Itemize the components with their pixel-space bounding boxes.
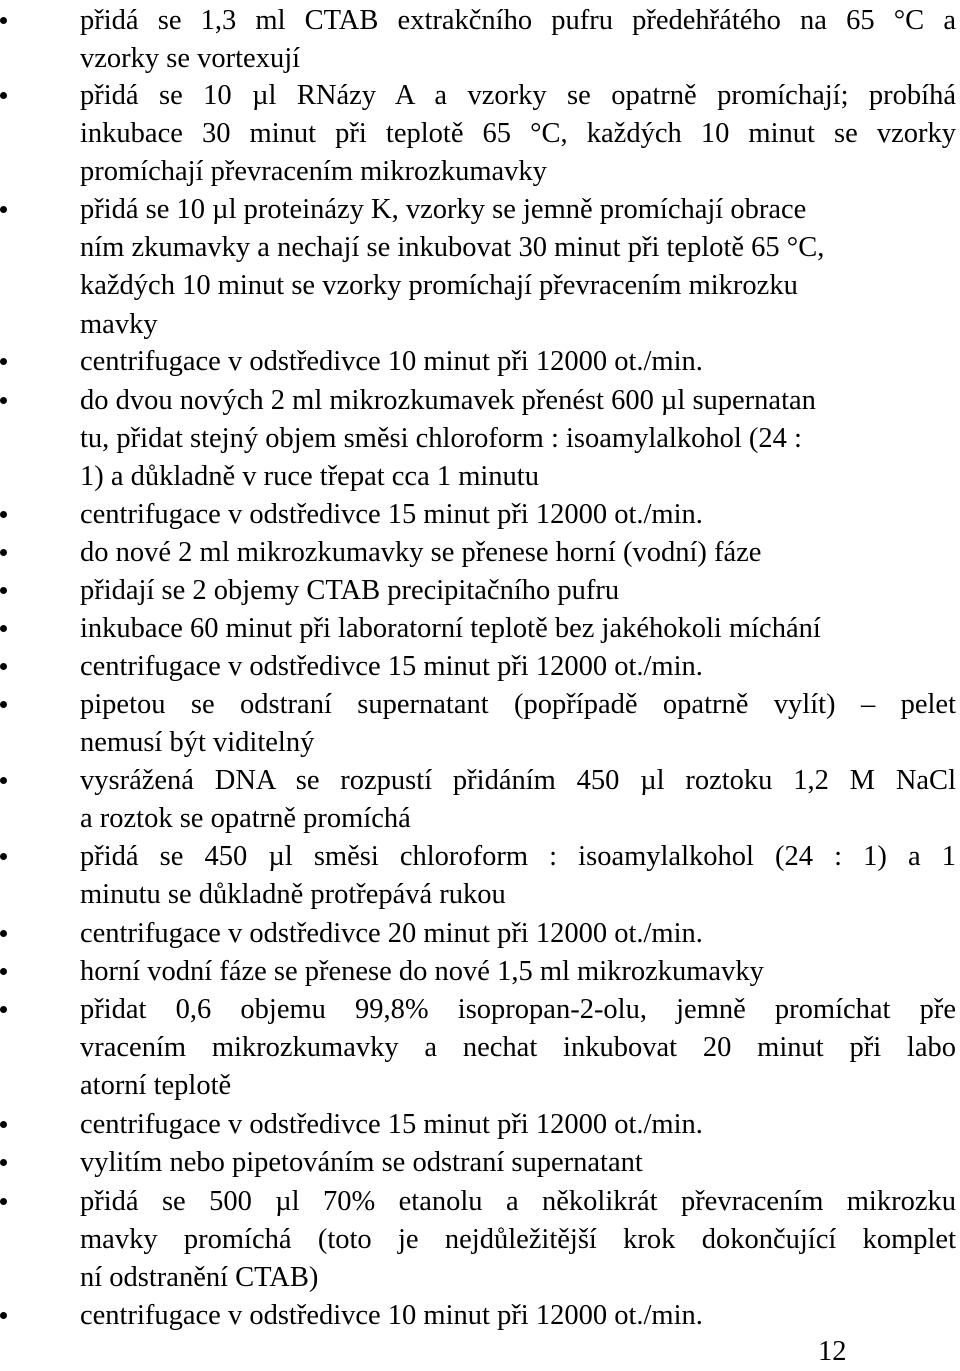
bullet-icon [0,701,7,708]
bullet-icon [0,17,7,24]
bullet-icon [0,397,7,404]
protocol-step [0,610,958,648]
protocol-step [0,77,958,192]
step-line: ním zkumavky a nechají se inkubovat 30 minut při teplotě 65 °C, [80,232,825,264]
step-line: 1) a důkladně v ruce třepat cca 1 minutu [80,461,539,493]
bullet-icon [0,968,7,975]
protocol-step [0,648,958,686]
bullet-icon [0,549,7,556]
step-line: nemusí být viditelný [80,727,315,759]
step-text [80,534,956,572]
step-text [80,991,956,1106]
protocol-step [0,1183,958,1298]
step-line: přidá se 450 µl směsi chloroform : isoamylalkohol (24 : 1) a 1 [80,841,956,872]
step-line: mavky [80,308,158,340]
step-line: mavky promíchá (toto je nejdůležitější krok dokončující komplet [80,1224,956,1256]
step-text [80,496,956,534]
step-line: centrifugace v odstředivce 10 minut při 12000 ot./min. [80,1300,703,1331]
step-line: minutu se důkladně protřepává rukou [80,879,506,911]
bullet-icon [0,511,7,518]
step-line: inkubace 30 minut při teplotě 65 °C, každých 10 minut se vzorky [80,118,956,150]
step-line: tu, přidat stejný objem směsi chloroform : isoamylalkohol (24 : [80,423,802,455]
step-line: vylitím nebo pipetováním se odstraní supernatant [80,1147,643,1178]
step-text [80,1183,956,1298]
step-line: každých 10 minut se vzorky promíchají převracením mikrozku [80,270,798,302]
protocol-step [0,1106,958,1144]
step-line: přidají se 2 objemy CTAB precipitačního pufru [80,575,620,606]
step-text [80,915,956,953]
step-text [80,77,956,192]
step-line: přidá se 10 µl RNázy A a vzorky se opatrně promíchají; probíhá [80,80,956,111]
step-line: centrifugace v odstředivce 15 minut při 12000 ot./min. [80,499,703,530]
bullet-icon [0,1159,7,1166]
bullet-icon [0,358,7,365]
step-line: inkubace 60 minut při laboratorní teplotě bez jakéhokoli míchání [80,613,821,644]
protocol-step [0,1297,958,1335]
protocol-step [0,838,958,914]
protocol-step [0,1144,958,1182]
step-line: centrifugace v odstředivce 10 minut při 12000 ot./min. [80,346,703,377]
protocol-step [0,915,958,953]
step-text [80,610,956,648]
protocol-step [0,191,958,344]
step-text [80,1297,956,1335]
protocol-step [0,343,958,381]
step-line: přidat 0,6 objemu 99,8% isopropan-2-olu, jemně promíchat pře [80,994,956,1025]
bullet-icon [0,1121,7,1128]
step-text [80,838,956,914]
step-text [80,382,956,497]
step-line: a roztok se opatrně promíchá [80,803,411,835]
step-line: horní vodní fáze se přenese do nové 1,5 ml mikrozkumavky [80,956,764,987]
step-text [80,343,956,381]
step-text [80,762,956,838]
step-line: pipetou se odstraní supernatant (popřípadě opatrně vylít) – pelet [80,689,956,720]
step-text [80,572,956,610]
step-line: přidá se 1,3 ml CTAB extrakčního pufru předehřátého na 65 °C a [80,5,956,36]
page-number: 12 [818,1336,847,1367]
step-text [80,1144,956,1182]
step-text [80,191,956,344]
bullet-icon [0,1198,7,1205]
step-line: ní odstranění CTAB) [80,1262,319,1294]
step-line: centrifugace v odstředivce 15 minut při 12000 ot./min. [80,1109,703,1140]
step-line: vysrážená DNA se rozpustí přidáním 450 µl roztoku 1,2 M NaCl [80,765,956,796]
bullet-icon [0,853,7,860]
protocol-step [0,991,958,1106]
step-line: přidá se 10 µl proteinázy K, vzorky se jemně promíchají obrace [80,194,807,225]
step-line: centrifugace v odstředivce 15 minut při 12000 ot./min. [80,651,703,682]
bullet-icon [0,930,7,937]
step-line: atorní teplotě [80,1070,232,1102]
step-text [80,686,956,762]
step-line: přidá se 500 µl 70% etanolu a několikrát převracením mikrozku [80,1186,956,1217]
step-line: vzorky se vortexují [80,43,301,75]
step-line: do dvou nových 2 ml mikrozkumavek přenést 600 µl supernatan [80,385,816,416]
step-text [80,953,956,991]
step-line: do nové 2 ml mikrozkumavky se přenese horní (vodní) fáze [80,537,762,568]
protocol-step [0,953,958,991]
bullet-icon [0,206,7,213]
bullet-icon [0,777,7,784]
bullet-icon [0,663,7,670]
step-line: vracením mikrozkumavky a nechat inkubovat 20 minut při labo [80,1032,956,1064]
bullet-icon [0,625,7,632]
step-text [80,2,956,78]
bullet-icon [0,1312,7,1319]
bullet-icon [0,587,7,594]
bullet-icon [0,1006,7,1013]
protocol-step [0,572,958,610]
step-text [80,648,956,686]
protocol-step [0,686,958,762]
protocol-step [0,534,958,572]
step-text [80,1106,956,1144]
step-line: promíchají převracením mikrozkumavky [80,156,547,188]
step-line: centrifugace v odstředivce 20 minut při 12000 ot./min. [80,918,703,949]
protocol-step [0,2,958,78]
protocol-step [0,762,958,838]
protocol-step [0,382,958,497]
protocol-step [0,496,958,534]
bullet-icon [0,92,7,99]
